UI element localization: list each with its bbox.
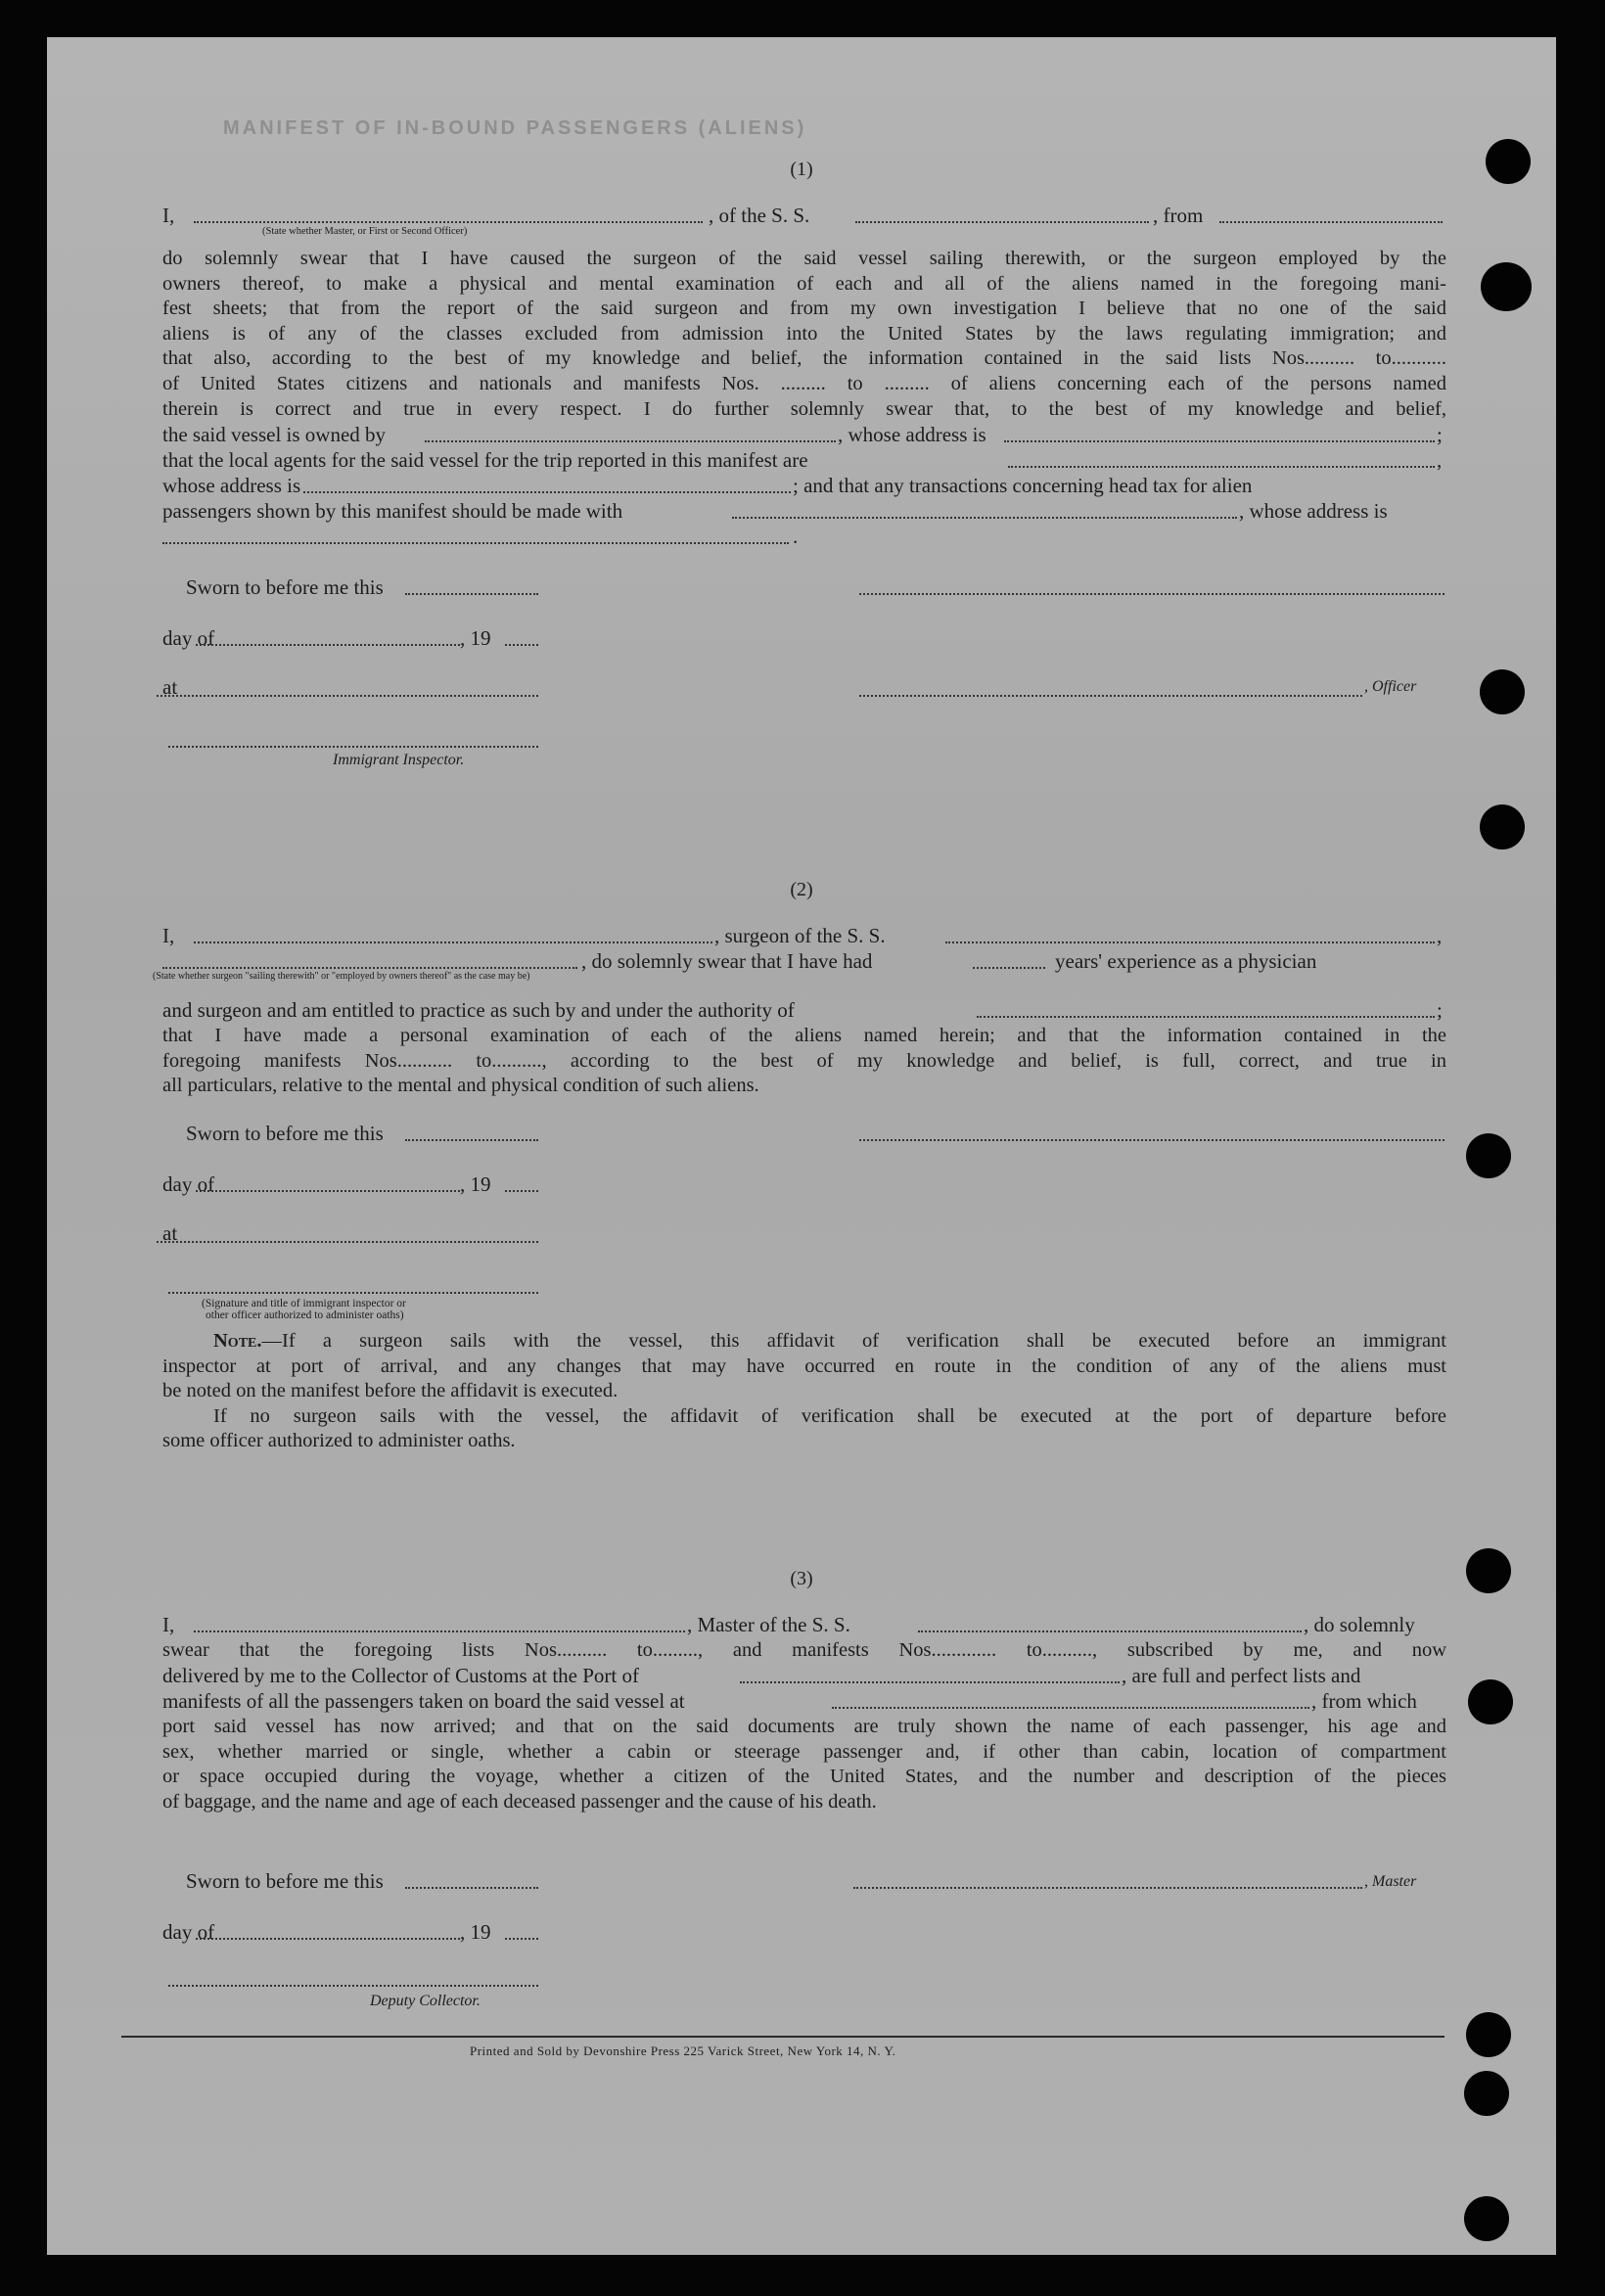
s1-of-ss-label: , of the S. S. — [709, 204, 810, 227]
s1-sworn-label: Sworn to before me this — [186, 575, 384, 599]
s1-owned-label: the said vessel is owned by — [162, 423, 387, 446]
s1-body-line: therein is correct and true in every respect. I do further solemnly swear that, to the best of my knowledge and belief, — [162, 397, 1446, 420]
punch-hole — [1468, 1679, 1513, 1724]
s1-body-line: aliens is of any of the classes excluded from admission into the United States by the laws regulating immigration; and — [162, 322, 1446, 344]
s1-at-label: at — [162, 675, 178, 699]
section-1-heading: (1) — [790, 159, 813, 180]
s2-surgeon-caption: (State whether surgeon "sailing therewith" or "employed by owners thereof" as the case may be) — [153, 971, 530, 982]
punch-hole — [1464, 2196, 1509, 2241]
s1-body-line: owners thereof, to make a physical and mental examination of each and all of the aliens named in the foregoing mani- — [162, 272, 1446, 295]
s1-from-blank — [1219, 221, 1443, 223]
s2-note-line: —If a surgeon sails with the vessel, this affidavit of verification shall be executed before an immigrant — [261, 1330, 1446, 1352]
s2-note-line: be noted on the manifest before the affidavit is executed. — [162, 1380, 619, 1402]
s2-year-label: , 19 — [460, 1172, 491, 1196]
s2-sworn-label: Sworn to before me this — [186, 1122, 384, 1145]
s3-master-of-label: , Master of the S. S. — [687, 1613, 850, 1636]
s3-port-of-embarkation-blank — [832, 1707, 1309, 1709]
s3-i-label: I, — [162, 1613, 175, 1636]
s2-swear-text: , do solemnly swear that I have had — [581, 949, 873, 973]
s3-from-which-text: , from which — [1311, 1689, 1417, 1713]
s2-signature-caption-1: (Signature and title of immigrant inspector or — [202, 1298, 406, 1309]
s1-month-blank — [196, 644, 460, 646]
s3-body-line: sex, whether married or single, whether a cabin or steerage passenger and, if other than cabin, location of compartment — [162, 1740, 1446, 1763]
s2-body — [162, 1024, 1446, 1099]
s3-month-blank — [196, 1938, 460, 1940]
s2-surgeon-of-label: , surgeon of the S. S. — [714, 924, 886, 947]
s3-manifests-text: manifests of all the passengers taken on board the said vessel at — [162, 1689, 685, 1713]
s1-day-of-label: day of — [162, 626, 215, 650]
s2-surgeon-signature-blank — [859, 1139, 1444, 1141]
s1-owned-end: ; — [1437, 423, 1443, 446]
document-page — [47, 37, 1556, 2255]
punch-hole — [1466, 1548, 1511, 1593]
s1-body-line: fest sheets; that from the report of the said surgeon and from my own investigation I believe that no one of the said — [162, 298, 1446, 320]
s3-body-line: of baggage, and the name and age of each deceased passenger and the cause of his death. — [162, 1790, 877, 1813]
s1-passengers-address-blank — [162, 542, 789, 544]
s1-year-label: , 19 — [460, 626, 491, 650]
s1-owner-address-blank — [1004, 440, 1435, 442]
s1-body-line: do solemnly swear that I have caused the surgeon of the said vessel sailing therewith, or the surgeon employed by the — [162, 248, 1446, 269]
s2-note2-line: If no surgeon sails with the vessel, the affidavit of verification shall be executed at the port of departure before — [213, 1404, 1446, 1427]
s2-note-label: Note. — [213, 1330, 262, 1352]
s2-years-blank — [973, 967, 1045, 969]
punch-hole — [1481, 262, 1532, 311]
s1-inspector-signature-blank — [168, 746, 538, 748]
s3-port-blank — [740, 1681, 1120, 1683]
s3-line-2: swear that the foregoing lists Nos.......... to........., and manifests Nos............. to.........., subscribed by me, and now — [162, 1639, 1446, 1661]
s1-officer-name-blank — [194, 221, 703, 223]
s2-entitled-end: ; — [1437, 998, 1443, 1022]
punch-hole — [1466, 1133, 1511, 1178]
s1-place-blank — [157, 695, 538, 697]
s3-body — [162, 1715, 1446, 1814]
s3-year-blank — [505, 1938, 538, 1940]
s3-body-line: or space occupied during the voyage, whether a citizen of the United States, and the number and description of the pieces — [162, 1766, 1446, 1788]
s3-sworn-label: Sworn to before me this — [186, 1869, 384, 1893]
s3-day-of-label: day of — [162, 1920, 215, 1944]
s1-officer-title-blank — [859, 695, 1362, 697]
s2-surgeon-name-blank — [194, 941, 712, 943]
s1-from-label: , from — [1153, 204, 1204, 227]
s2-inspector-signature-blank — [168, 1292, 538, 1294]
punch-hole — [1486, 139, 1531, 184]
s3-perfect-lists-text: , are full and perfect lists and — [1122, 1664, 1361, 1687]
s2-body-line: foregoing manifests Nos........... to.........., according to the best of my knowledge and belief, is full, correct, and true in — [162, 1049, 1446, 1072]
section-2-heading: (2) — [790, 879, 813, 900]
punch-hole — [1464, 2071, 1509, 2116]
printer-imprint: Printed and Sold by Devonshire Press 225 Varick Street, New York 14, N. Y. — [470, 2043, 896, 2058]
punch-hole — [1480, 669, 1525, 714]
s3-master-name-blank — [194, 1630, 685, 1632]
s2-at-label: at — [162, 1221, 178, 1245]
s3-vessel-blank — [918, 1630, 1302, 1632]
s2-authority-blank — [977, 1016, 1435, 1018]
section-3-heading: (3) — [790, 1568, 813, 1589]
s3-deputy-collector-label: Deputy Collector. — [370, 1993, 481, 2009]
s1-sworn-day-blank — [405, 593, 538, 595]
bleed-through-title: MANIFEST OF IN-BOUND PASSENGERS (ALIENS) — [223, 117, 807, 139]
s3-year-label: , 19 — [460, 1920, 491, 1944]
s1-year-blank — [505, 644, 538, 646]
s2-vessel-blank — [945, 941, 1435, 943]
s1-agents-address-blank — [303, 491, 791, 493]
s1-head-tax-agent-blank — [732, 517, 1237, 519]
s1-body-line: of United States citizens and nationals and manifests Nos. ......... to ......... of aliens concerning each of the persons named — [162, 372, 1446, 394]
s2-year-blank — [505, 1190, 538, 1192]
s1-agents-end: , — [1437, 448, 1443, 472]
s1-agents-address-label: whose address is — [162, 474, 301, 497]
s2-surgeon-type-blank — [162, 967, 577, 969]
s1-passengers-address-label: , whose address is — [1239, 499, 1388, 523]
s2-comma: , — [1437, 924, 1443, 947]
s3-delivered-text: delivered by me to the Collector of Customs at the Port of — [162, 1664, 639, 1687]
s2-month-blank — [196, 1190, 460, 1192]
s1-passengers-label: passengers shown by this manifest should be made with — [162, 499, 623, 523]
footer-rule — [121, 2036, 1444, 2038]
s3-solemnly-text: , do solemnly — [1304, 1613, 1415, 1636]
s2-note — [162, 1329, 1446, 1454]
s1-agents-blank — [1008, 466, 1435, 468]
punch-hole — [1480, 804, 1525, 850]
s2-body-line: that I have made a personal examination of each of the aliens named herein; and that the information contained in the — [162, 1025, 1446, 1046]
s1-officer-label: , Officer — [1364, 678, 1417, 695]
s2-note2-line: some officer authorized to administer oaths. — [162, 1430, 516, 1452]
s2-sworn-day-blank — [405, 1139, 538, 1141]
punch-hole — [1466, 2012, 1511, 2057]
s2-day-of-label: day of — [162, 1172, 215, 1196]
s1-i-label: I, — [162, 204, 175, 227]
s1-body-line: that also, according to the best of my knowledge and belief, the information contained in the said lists Nos.......... to........... — [162, 347, 1446, 370]
s1-owner-address-label: , whose address is — [838, 423, 986, 446]
s1-immigrant-inspector-label: Immigrant Inspector. — [333, 752, 465, 768]
s2-i-label: I, — [162, 924, 175, 947]
s2-note-line: inspector at port of arrival, and any changes that may have occurred en route in the condition of any of the aliens must — [162, 1355, 1446, 1377]
s2-years-text: years' experience as a physician — [1055, 949, 1317, 973]
s1-body — [162, 247, 1446, 422]
s1-agents-label: that the local agents for the said vessel for the trip reported in this manifest are — [162, 448, 808, 472]
s3-deputy-signature-blank — [168, 1985, 538, 1987]
s3-sworn-day-blank — [405, 1887, 538, 1889]
s1-officer-caption: (State whether Master, or First or Second Officer) — [262, 226, 468, 237]
s1-vessel-blank — [855, 221, 1149, 223]
s2-entitled-text: and surgeon and am entitled to practice as such by and under the authority of — [162, 998, 795, 1022]
s2-body-line: all particulars, relative to the mental and physical condition of such aliens. — [162, 1075, 759, 1097]
s1-officer-signature-blank — [859, 593, 1444, 595]
s3-master-label: , Master — [1364, 1873, 1417, 1890]
s1-head-tax-text: ; and that any transactions concerning head tax for alien — [793, 474, 1253, 497]
s2-place-blank — [157, 1241, 538, 1243]
s1-end-period: . — [793, 525, 799, 548]
s3-body-line: port said vessel has now arrived; and that on the said documents are truly shown the name of each passenger, his age and — [162, 1716, 1446, 1737]
s1-owner-blank — [425, 440, 836, 442]
s3-master-signature-blank — [853, 1887, 1362, 1889]
s2-signature-caption-2: other officer authorized to administer oaths) — [206, 1309, 404, 1321]
